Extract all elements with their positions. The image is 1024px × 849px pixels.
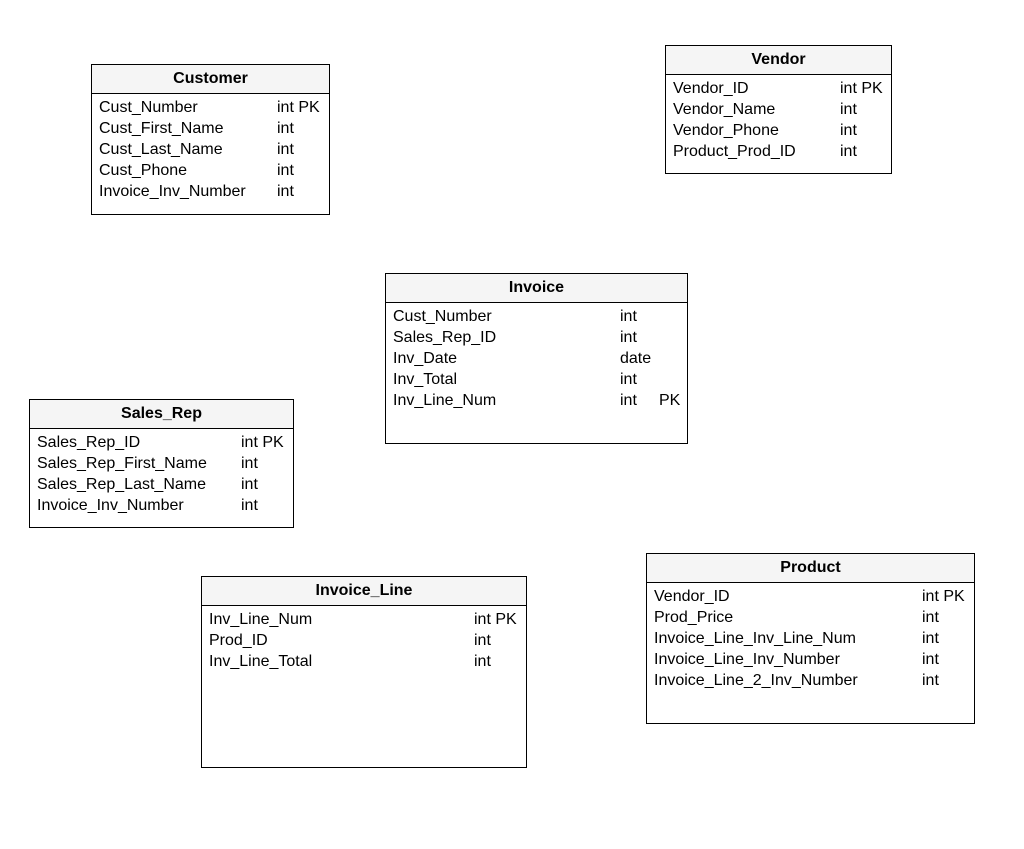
attribute-name: Invoice_Inv_Number: [37, 497, 184, 514]
attribute-row[interactable]: [92, 118, 329, 139]
entity-attributes: [647, 583, 974, 691]
attribute-type: int: [922, 630, 939, 647]
entity-vendor[interactable]: [665, 45, 892, 174]
attribute-key: PK: [659, 392, 681, 409]
attribute-name: Cust_Phone: [99, 162, 188, 179]
attribute-type: int: [241, 455, 258, 472]
attribute-name: Sales_Rep_Last_Name: [37, 476, 206, 493]
attribute-row[interactable]: [202, 609, 526, 630]
attribute-type: int: [922, 609, 939, 626]
attribute-type: int PK: [277, 99, 320, 116]
attribute-type: int: [277, 120, 294, 137]
attribute-row[interactable]: [647, 628, 974, 649]
attribute-row[interactable]: [666, 99, 891, 120]
attribute-name: Sales_Rep_ID: [37, 434, 141, 451]
attribute-name: Cust_Number: [393, 308, 492, 325]
attribute-name: Product_Prod_ID: [673, 143, 796, 160]
attribute-row[interactable]: [92, 139, 329, 160]
attribute-row[interactable]: [386, 390, 687, 411]
attribute-name: Sales_Rep_First_Name: [37, 455, 207, 472]
attribute-type: int PK: [241, 434, 284, 451]
attribute-row[interactable]: [386, 348, 687, 369]
attribute-row[interactable]: [30, 474, 293, 495]
entity-title: Invoice: [386, 274, 687, 303]
attribute-type: int: [277, 183, 294, 200]
attribute-type: date: [620, 350, 652, 367]
attribute-row[interactable]: [666, 120, 891, 141]
attribute-type: int: [241, 476, 258, 493]
attribute-type: int: [620, 371, 637, 388]
attribute-row[interactable]: [30, 495, 293, 516]
attribute-name: Cust_First_Name: [99, 120, 224, 137]
attribute-type: int: [474, 632, 491, 649]
attribute-type: int PK: [474, 611, 517, 628]
attribute-type: int: [620, 392, 637, 409]
attribute-row[interactable]: [92, 97, 329, 118]
attribute-type: int: [474, 653, 491, 670]
entity-attributes: [666, 75, 891, 162]
attribute-row[interactable]: [202, 630, 526, 651]
attribute-name: Invoice_Line_2_Inv_Number: [654, 672, 858, 689]
attribute-name: Prod_Price: [654, 609, 734, 626]
entity-title: Sales_Rep: [30, 400, 293, 429]
entity-title: Customer: [92, 65, 329, 94]
attribute-name: Invoice_Line_Inv_Number: [654, 651, 840, 668]
attribute-name: Inv_Line_Total: [209, 653, 313, 670]
entity-attributes: [202, 606, 526, 672]
entity-invoice-line[interactable]: [201, 576, 527, 768]
attribute-row[interactable]: [92, 160, 329, 181]
entity-attributes: [92, 94, 329, 202]
attribute-row[interactable]: [202, 651, 526, 672]
attribute-name: Cust_Last_Name: [99, 141, 223, 158]
attribute-row[interactable]: [647, 607, 974, 628]
attribute-row[interactable]: [92, 181, 329, 202]
attribute-name: Inv_Total: [393, 371, 458, 388]
attribute-name: Inv_Line_Num: [393, 392, 497, 409]
attribute-row[interactable]: [386, 369, 687, 390]
attribute-type: int: [277, 141, 294, 158]
entity-title: Product: [647, 554, 974, 583]
attribute-name: Inv_Line_Num: [209, 611, 313, 628]
attribute-type: int: [840, 122, 857, 139]
attribute-row[interactable]: [30, 453, 293, 474]
attribute-row[interactable]: [666, 78, 891, 99]
attribute-name: Inv_Date: [393, 350, 458, 367]
entity-customer[interactable]: [91, 64, 330, 215]
attribute-name: Cust_Number: [99, 99, 198, 116]
entity-title: Invoice_Line: [202, 577, 526, 606]
attribute-name: Invoice_Inv_Number: [99, 183, 246, 200]
attribute-type: int: [840, 101, 857, 118]
attribute-type: int PK: [922, 588, 965, 605]
attribute-name: Invoice_Line_Inv_Line_Num: [654, 630, 856, 647]
entity-attributes: [386, 303, 687, 411]
attribute-type: int: [620, 329, 637, 346]
attribute-row[interactable]: [647, 670, 974, 691]
entity-attributes: [30, 429, 293, 516]
attribute-row[interactable]: [647, 586, 974, 607]
attribute-row[interactable]: [647, 649, 974, 670]
attribute-type: int: [840, 143, 857, 160]
attribute-name: Sales_Rep_ID: [393, 329, 497, 346]
attribute-type: int: [922, 651, 939, 668]
attribute-row[interactable]: [386, 327, 687, 348]
attribute-row[interactable]: [386, 306, 687, 327]
attribute-name: Vendor_Name: [673, 101, 776, 118]
entity-title: Vendor: [666, 46, 891, 75]
attribute-type: int PK: [840, 80, 883, 97]
attribute-type: int: [620, 308, 637, 325]
entity-invoice[interactable]: [385, 273, 688, 444]
entity-sales-rep[interactable]: [29, 399, 294, 528]
attribute-type: int: [922, 672, 939, 689]
entity-product[interactable]: [646, 553, 975, 724]
attribute-name: Vendor_Phone: [673, 122, 779, 139]
attribute-name: Prod_ID: [209, 632, 268, 649]
attribute-row[interactable]: [30, 432, 293, 453]
attribute-name: Vendor_ID: [654, 588, 730, 605]
attribute-row[interactable]: [666, 141, 891, 162]
attribute-type: int: [277, 162, 294, 179]
attribute-name: Vendor_ID: [673, 80, 749, 97]
attribute-type: int: [241, 497, 258, 514]
